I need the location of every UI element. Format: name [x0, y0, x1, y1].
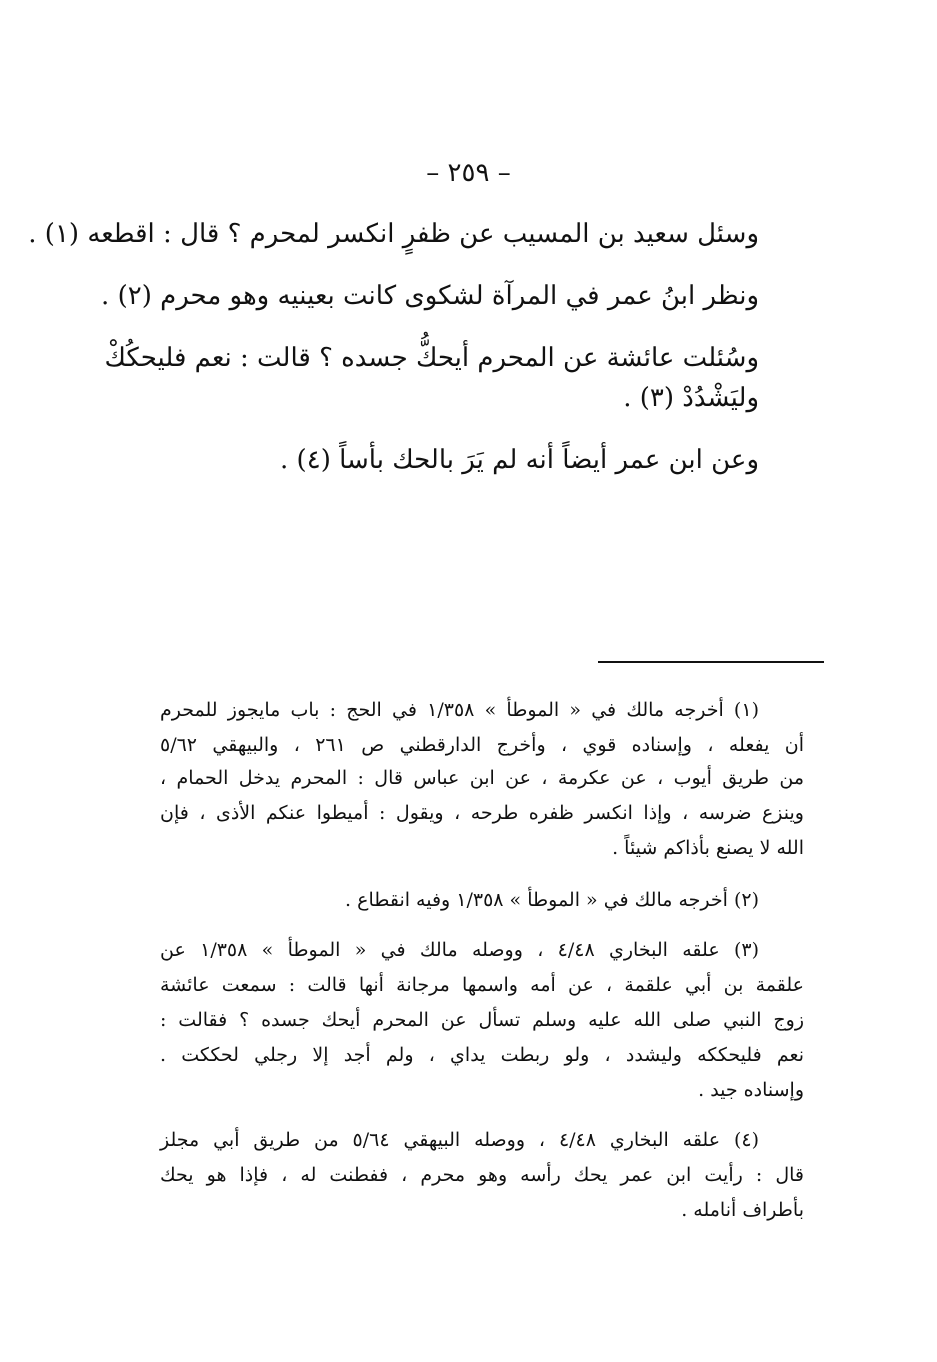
main-text-line: وسُئلت عائشة عن المحرم أيحكُّ جسده ؟ قالت : نعم فليحكُكْ	[104, 343, 759, 373]
main-text-line: ونظر ابنُ عمر في المرآة لشكوى كانت بعينيه وهو محرم (٢) .	[101, 281, 759, 311]
main-text-line: وعن ابن عمر أيضاً أنه لم يَرَ بالحك بأساً (٤) .	[280, 445, 759, 475]
page-number: – ٢٥٩ –	[426, 158, 511, 188]
main-text-line: وسئل سعيد بن المسيب عن ظفرٍ انكسر لمحرم ؟ قال : اقطعه (١) .	[28, 219, 759, 249]
footnote-line: (٤) علقه البخاري ٤/٤٨ ، ووصله البيهقي ٥/٦٤ من طريق أبي مجلز	[160, 1129, 759, 1151]
footnote-line: (٢) أخرجه مالك في « الموطأ » ١/٣٥٨ وفيه انقطاع .	[345, 889, 759, 911]
footnote-line: وإسناده جيد .	[698, 1079, 804, 1101]
footnote-line: زوج النبي صلى الله عليه وسلم تسأل عن المحرم أيحك جسده ؟ فقالت :	[160, 1009, 804, 1031]
footnote-line: وينزع ضرسه ، وإذا انكسر ظفره طرحه ، ويقول : أميطوا عنكم الأذى ، فإن	[160, 802, 804, 824]
footnote-separator	[598, 661, 824, 663]
footnote-line: أن يفعله ، وإسناده قوي ، وأخرج الدارقطني ص ٢٦١ ، والبيهقي ٥/٦٢	[160, 734, 804, 756]
footnote-line: بأطراف أنامله .	[681, 1199, 804, 1221]
footnote-line: من طريق أيوب ، عن عكرمة ، عن ابن عباس قال : المحرم يدخل الحمام ،	[160, 767, 805, 789]
footnote-line: (٣) علقه البخاري ٤/٤٨ ، ووصله مالك في « الموطأ » ١/٣٥٨ عن	[160, 939, 760, 961]
footnote-line: قال : رأيت ابن عمر يحك رأسه وهو محرم ، ففطنت له ، فإذا هو يحك	[160, 1164, 804, 1186]
footnote-line: نعم فليحككه وليشدد ، ولو ربطت يداي ، ولم أجد إلا رجلي لحككت .	[160, 1044, 804, 1066]
footnote-line: (١) أخرجه مالك في « الموطأ » ١/٣٥٨ في الحج : باب مايجوز للمحرم	[160, 699, 759, 721]
footnote-line: الله لا يصنع بأذاكم شيئاً .	[612, 837, 804, 859]
main-text-line: وليَشْدُدْ (٣) .	[623, 383, 759, 413]
footnote-line: علقمة بن أبي علقمة ، عن أمه واسمها مرجانة أنها قالت : سمعت عائشة	[160, 974, 804, 996]
